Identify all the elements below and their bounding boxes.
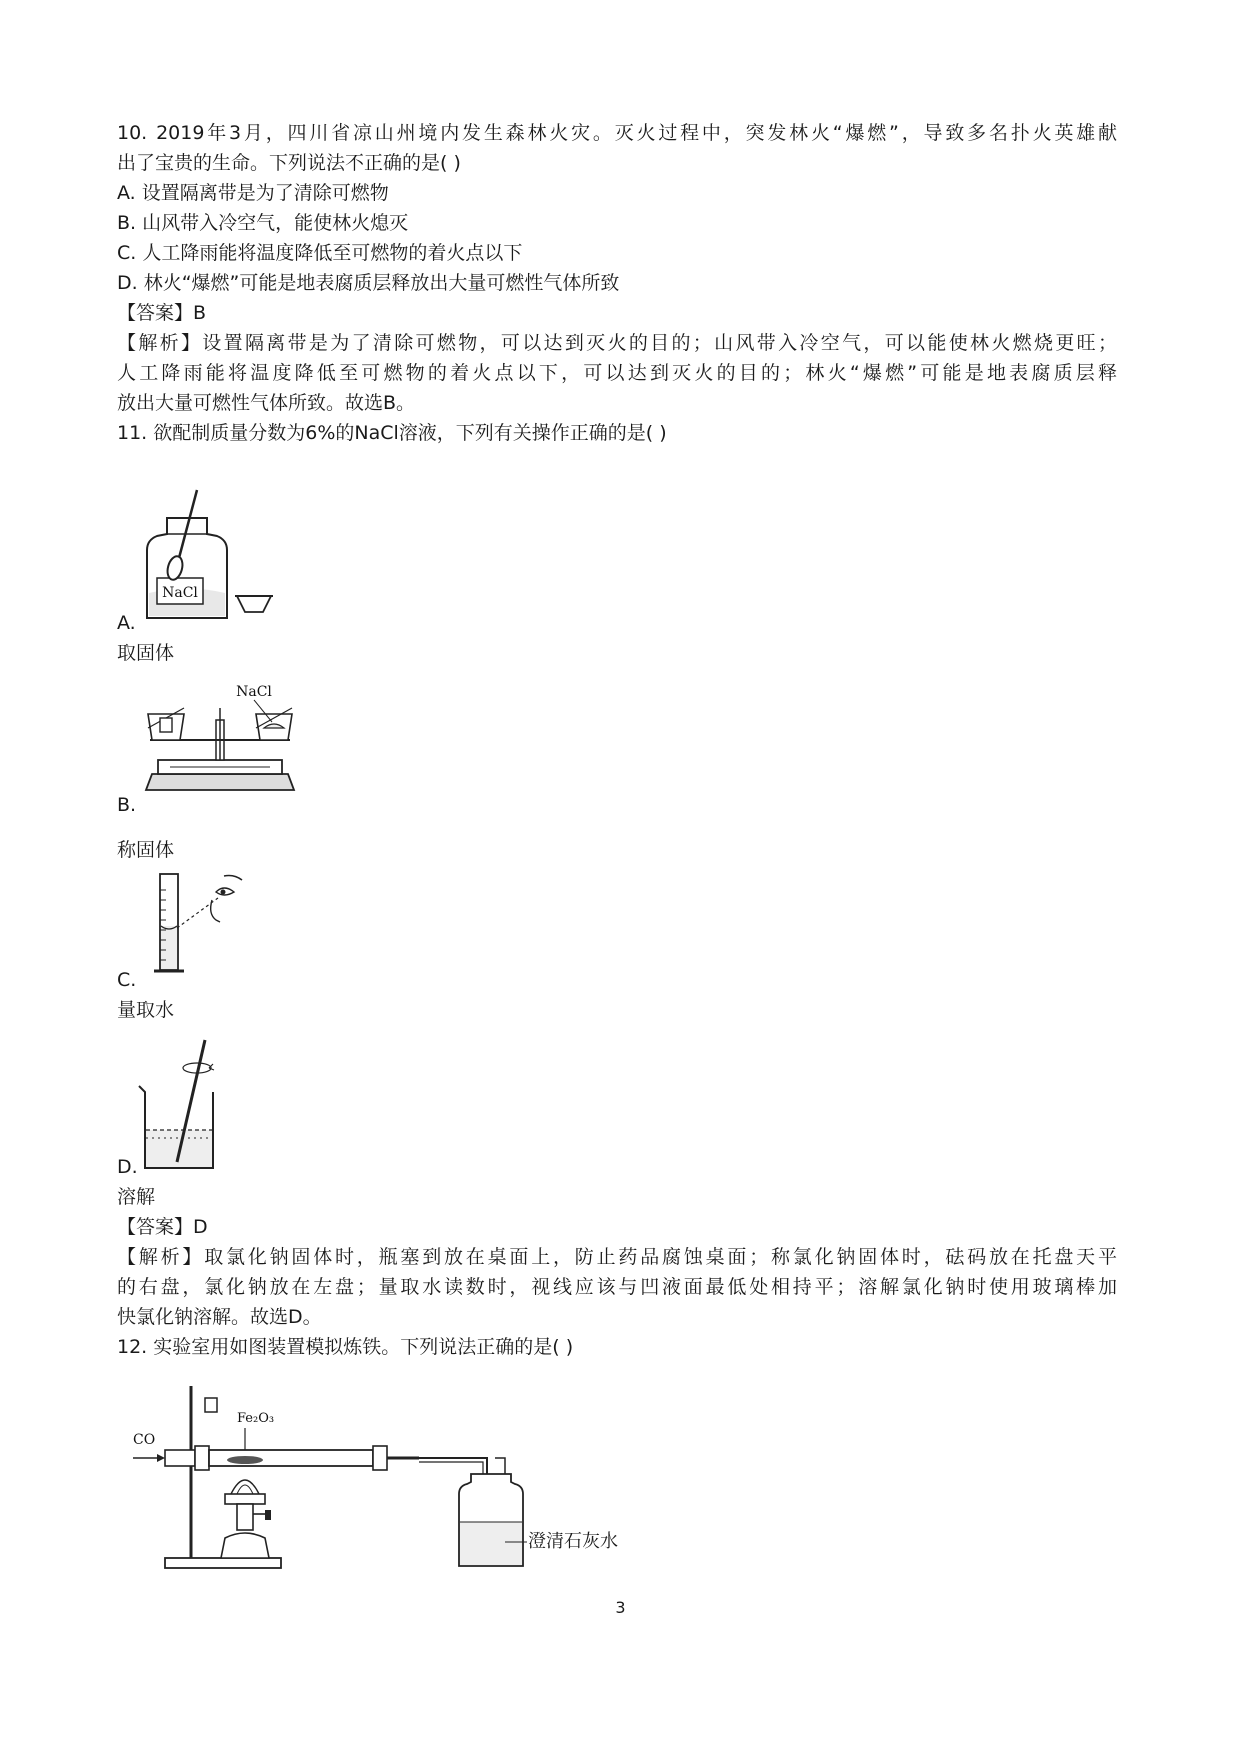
q11-option-c-letter: C.	[117, 969, 137, 991]
q11-analysis-line-3: 快氯化钠溶解。故选D。	[117, 1306, 322, 1328]
figure-iron-smelting-apparatus	[125, 1382, 545, 1572]
q11-answer: 【答案】D	[117, 1216, 208, 1238]
q11-analysis-line-1: 【解析】取氯化钠固体时，瓶塞到放在桌面上，防止药品腐蚀桌面；称氯化钠固体时，砝码放在托盘天平	[117, 1246, 1117, 1268]
q10-stem-line-2: 出了宝贵的生命。下列说法不正确的是( )	[117, 152, 461, 174]
q11-option-a-letter: A.	[117, 612, 136, 634]
q11-option-b-caption: 称固体	[117, 839, 175, 861]
figure-measure-water	[150, 870, 250, 975]
q11-option-a-caption: 取固体	[117, 642, 175, 664]
q12-stem: 12. 实验室用如图装置模拟炼铁。下列说法正确的是( )	[117, 1336, 574, 1358]
fe2o3-label: Fe₂O₃	[237, 1411, 275, 1426]
q10-answer: 【答案】B	[117, 302, 207, 324]
figure-take-solid	[135, 488, 275, 623]
q10-option-b: B. 山风带入冷空气，能使林火熄灭	[117, 212, 409, 234]
q10-option-c: C. 人工降雨能将温度降低至可燃物的着火点以下	[117, 242, 523, 264]
q11-option-c-caption: 量取水	[117, 999, 175, 1021]
q11-analysis-line-2: 的右盘，氯化钠放在左盘；量取水读数时，视线应该与凹液面最低处相持平；溶解氯化钠时使用玻璃棒加	[117, 1276, 1117, 1298]
q11-option-d-caption: 溶解	[117, 1186, 156, 1208]
q10-option-a: A. 设置隔离带是为了清除可燃物	[117, 182, 389, 204]
figure-weigh-solid	[140, 678, 300, 793]
q11-option-b-letter: B.	[117, 794, 137, 816]
q10-analysis-line-3: 放出大量可燃性气体所致。故选B。	[117, 392, 416, 414]
q10-analysis-line-2: 人工降雨能将温度降低至可燃物的着火点以下，可以达到灭火的目的；林火“爆燃”可能是地表腐质层释	[117, 362, 1117, 384]
nacl-bottle-label: NaCl	[162, 585, 198, 601]
limewater-label: 澄清石灰水	[528, 1531, 618, 1552]
co-label: CO	[133, 1432, 156, 1448]
page-number: 3	[615, 1598, 626, 1617]
q10-analysis-line-1: 【解析】设置隔离带是为了清除可燃物，可以达到灭火的目的；山风带入冷空气，可以能使林火燃烧更旺；	[117, 332, 1117, 354]
q10-option-d: D. 林火“爆燃”可能是地表腐质层释放出大量可燃性气体所致	[117, 272, 620, 294]
nacl-balance-label: NaCl	[236, 684, 272, 700]
figure-dissolve	[135, 1038, 235, 1173]
q11-stem: 11. 欲配制质量分数为6%的NaCl溶液，下列有关操作正确的是( )	[117, 422, 667, 444]
q10-stem-line-1: 10. 2019年3月，四川省凉山州境内发生森林火灾。灭火过程中，突发林火“爆燃”，导致多名扑火英雄献	[117, 122, 1117, 144]
q11-option-d-letter: D.	[117, 1156, 138, 1178]
